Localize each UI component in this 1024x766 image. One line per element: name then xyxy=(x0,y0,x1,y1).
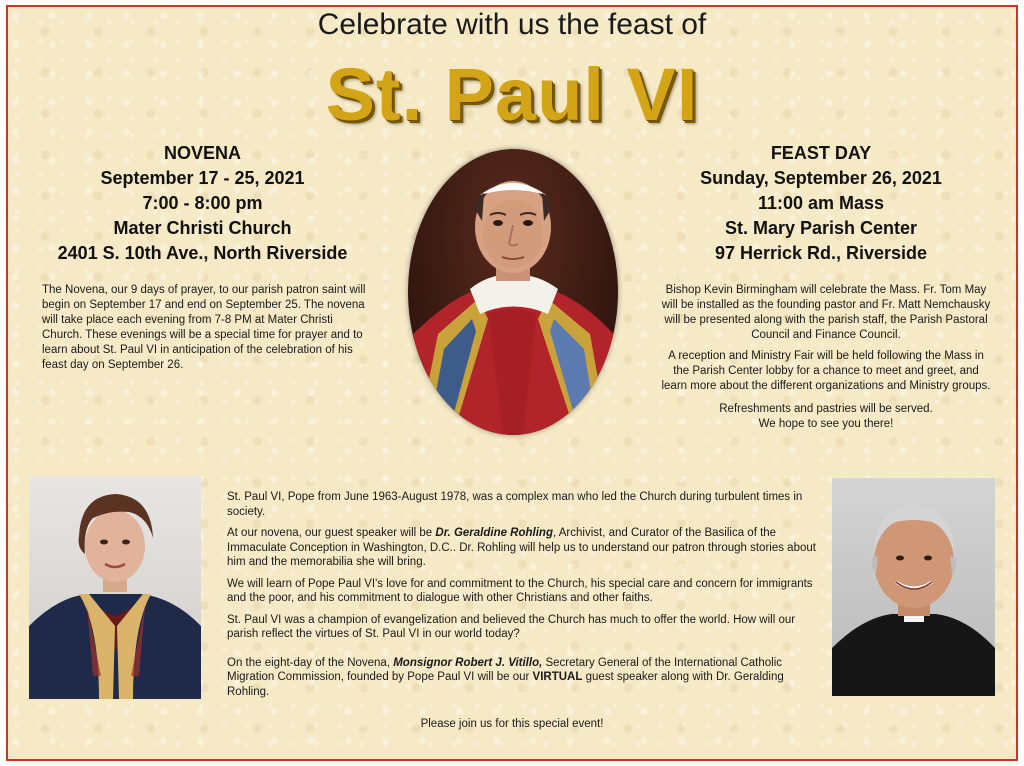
novena-paragraph: The Novena, our 9 days of prayer, to our parish patron saint will begin on September 17 and end on September 25. The novena will take place each evening from 7-8 PM at Mater Christi Church. These evenings will be a special time for prayer and to learn about St. Paul VI in anticipation of the celebration of his feast day on September 26. xyxy=(42,284,366,371)
feast-day-date: Sunday, September 26, 2021 xyxy=(700,168,942,188)
feast-day-address: 97 Herrick Rd., Riverside xyxy=(714,243,928,263)
pope-portrait xyxy=(408,149,618,435)
feast-day-paragraph-3 xyxy=(660,402,992,432)
speaker-name-rohling: Dr. Geraldine Rohling xyxy=(435,527,553,539)
virtual-label: VIRTUAL xyxy=(532,671,583,683)
speaker-photo-right xyxy=(832,478,995,696)
speaker-info xyxy=(227,490,820,706)
p5-text-a: On the eight-day of the Novena, xyxy=(227,656,394,669)
speaker-photo-left xyxy=(29,476,201,699)
novena-location: Mater Christi Church xyxy=(113,218,292,238)
novena-description xyxy=(42,283,374,379)
bottom-paragraph-5 xyxy=(227,656,820,700)
feast-day-paragraph-1: Bishop Kevin Birmingham will celebrate the Mass. Fr. Tom May will be installed as the founding pastor and Fr. Matt Nemchausky will be presented along with the parish staff, the Parish Pastoral Council and Finance Council. xyxy=(661,284,991,341)
speaker-name-vitillo: Monsignor Robert J. Vitillo, xyxy=(393,656,543,669)
refreshments-line: Refreshments and pastries will be served. xyxy=(719,403,933,415)
p5-text-b: Secretary General of the International Catholic Migration Commission, founded by Pope Paul VI will be our xyxy=(227,656,783,683)
feast-day-label: FEAST DAY xyxy=(770,143,872,163)
novena-dates: September 17 - 25, 2021 xyxy=(100,168,305,188)
woman-portrait-illustration xyxy=(29,476,201,699)
novena-address: 2401 S. 10th Ave., North Riverside xyxy=(57,243,348,263)
saint-title: St. Paul VI xyxy=(325,53,699,136)
feast-day-location: St. Mary Parish Center xyxy=(724,218,918,238)
see-you-line: We hope to see you there! xyxy=(758,418,894,430)
p2-text-b: , Archivist, and Curator of the Basilica of the Immaculate Conception in Washington, D.C.. Dr. Rohling will help us to understand our patron through stories about him and the memorabilia she will bring. xyxy=(227,527,816,568)
feast-day-heading xyxy=(662,141,980,266)
closing-line: Please join us for this special event! xyxy=(420,718,604,730)
feast-day-paragraph-2: A reception and Ministry Fair will be held following the Mass in the Parish Center lobby for a chance to meet and greet, and learn more about the different organizations and Ministry groups. xyxy=(661,350,991,392)
bottom-paragraph-4: St. Paul VI was a champion of evangelization and believed the Church has much to offer the world. How will our parish reflect the virtues of St. Paul VI in our world today? xyxy=(227,613,796,640)
feast-day-time: 11:00 am Mass xyxy=(757,193,885,213)
bottom-paragraph-3: We will learn of Pope Paul VI's love for and commitment to the Church, his special care and concern for immigrants and the poor, and his commitment to dialogue with other Christians and other faiths. xyxy=(227,577,813,604)
novena-label: NOVENA xyxy=(163,143,241,163)
priest-portrait-illustration xyxy=(832,478,995,696)
p5-text-c: guest speaker along with Dr. Geralding Rohling. xyxy=(227,671,784,698)
feast-day-description xyxy=(660,283,992,438)
novena-heading xyxy=(30,141,375,266)
novena-time: 7:00 - 8:00 pm xyxy=(142,193,263,213)
bottom-paragraph-2 xyxy=(227,526,820,570)
pope-portrait-illustration xyxy=(408,149,618,435)
p2-text-a: At our novena, our guest speaker will be xyxy=(227,527,436,539)
bottom-paragraph-1: St. Paul VI, Pope from June 1963-August 1978, was a complex man who led the Church during turbulent times in society. xyxy=(227,491,803,518)
headline: Celebrate with us the feast of xyxy=(317,8,707,41)
